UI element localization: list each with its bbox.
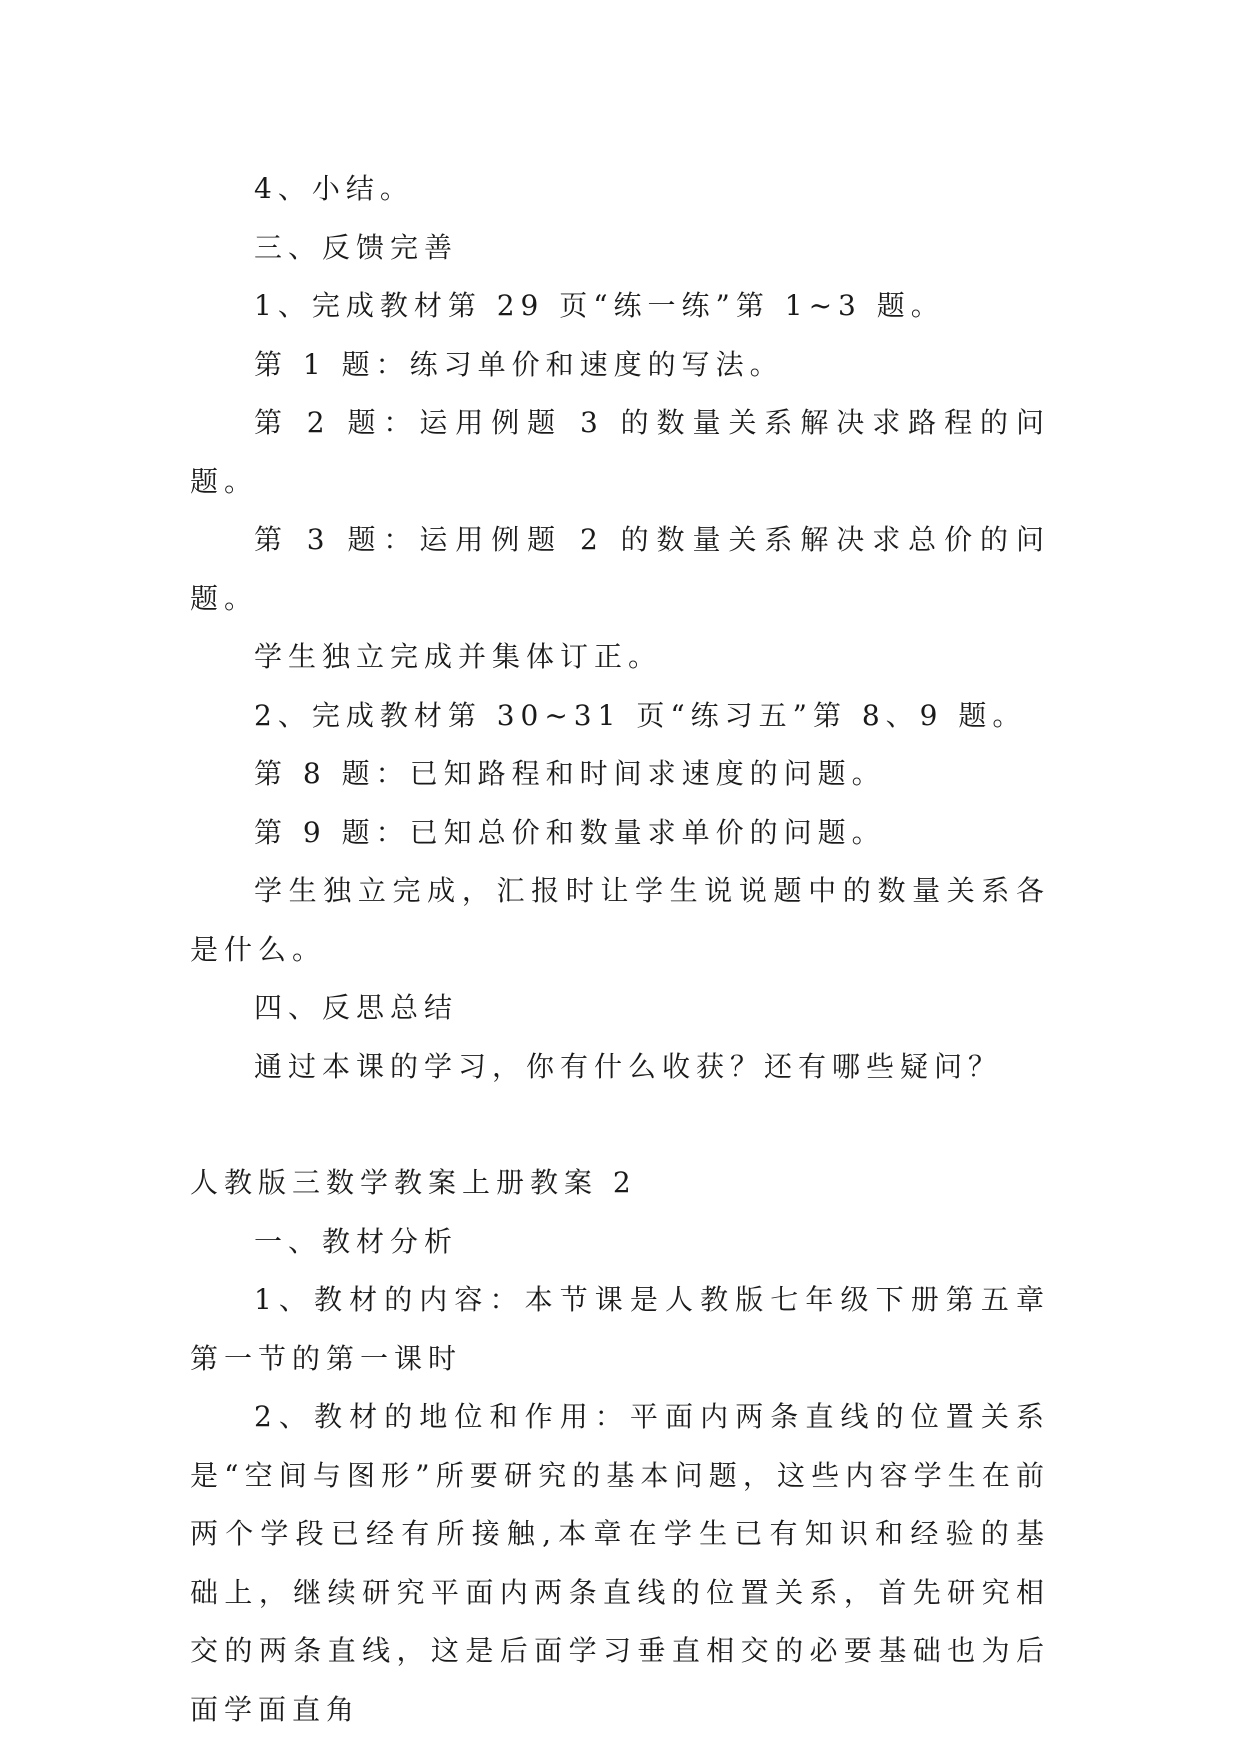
paragraph-summary: 4、小结。: [254, 172, 414, 205]
heading-material-analysis: 一、教材分析: [254, 1224, 459, 1258]
heading-feedback: 三、反馈完善: [254, 230, 459, 264]
paragraph-reflection-question: 通过本课的学习，你有什么收获？还有哪些疑问？: [254, 1049, 1003, 1083]
paragraph-material-role: 2、教材的地位和作用：平面内两条直线的位置关系是“空间与图形”所要研究的基本问题，这些内容学生在前两个学段已经有所接触,本章在学生已有知识和经验的基础上，继续研究平面内两条直线的位置关系，首先研究相交的两条直线，这是后面学习垂直相交的必要基础也为后面学面直角: [190, 1400, 1050, 1726]
paragraph-exercise-1: 1、完成教材第 29 页“练一练”第 1~3 题。: [254, 289, 945, 322]
heading-reflection: 四、反思总结: [254, 991, 459, 1024]
paragraph-report: 学生独立完成，汇报时让学生说说题中的数量关系各是什么。: [190, 874, 1050, 966]
paragraph-material-content: 1、教材的内容：本节课是人教版七年级下册第五章第一节的第一课时: [190, 1283, 1050, 1375]
document-body: [190, 160, 1050, 1739]
paragraph-independent-correct: 学生独立完成并集体订正。: [254, 640, 663, 673]
paragraph-question-1: 第 1 题：练习单价和速度的写法。: [254, 347, 784, 381]
paragraph-question-9: 第 9 题：已知总价和数量求单价的问题。: [254, 815, 886, 849]
section-spacer: [190, 1096, 1050, 1154]
paragraph-question-8: 第 8 题：已知路程和时间求速度的问题。: [254, 757, 886, 790]
paragraph-question-2: 第 2 题：运用例题 3 的数量关系解决求路程的问题。: [190, 406, 1050, 498]
paragraph-question-3: 第 3 题：运用例题 2 的数量关系解决求总价的问题。: [190, 523, 1050, 615]
section-title: 人教版三数学教案上册教案 2: [190, 1166, 637, 1199]
paragraph-exercise-2: 2、完成教材第 30~31 页“练习五”第 8、9 题。: [254, 698, 1027, 732]
